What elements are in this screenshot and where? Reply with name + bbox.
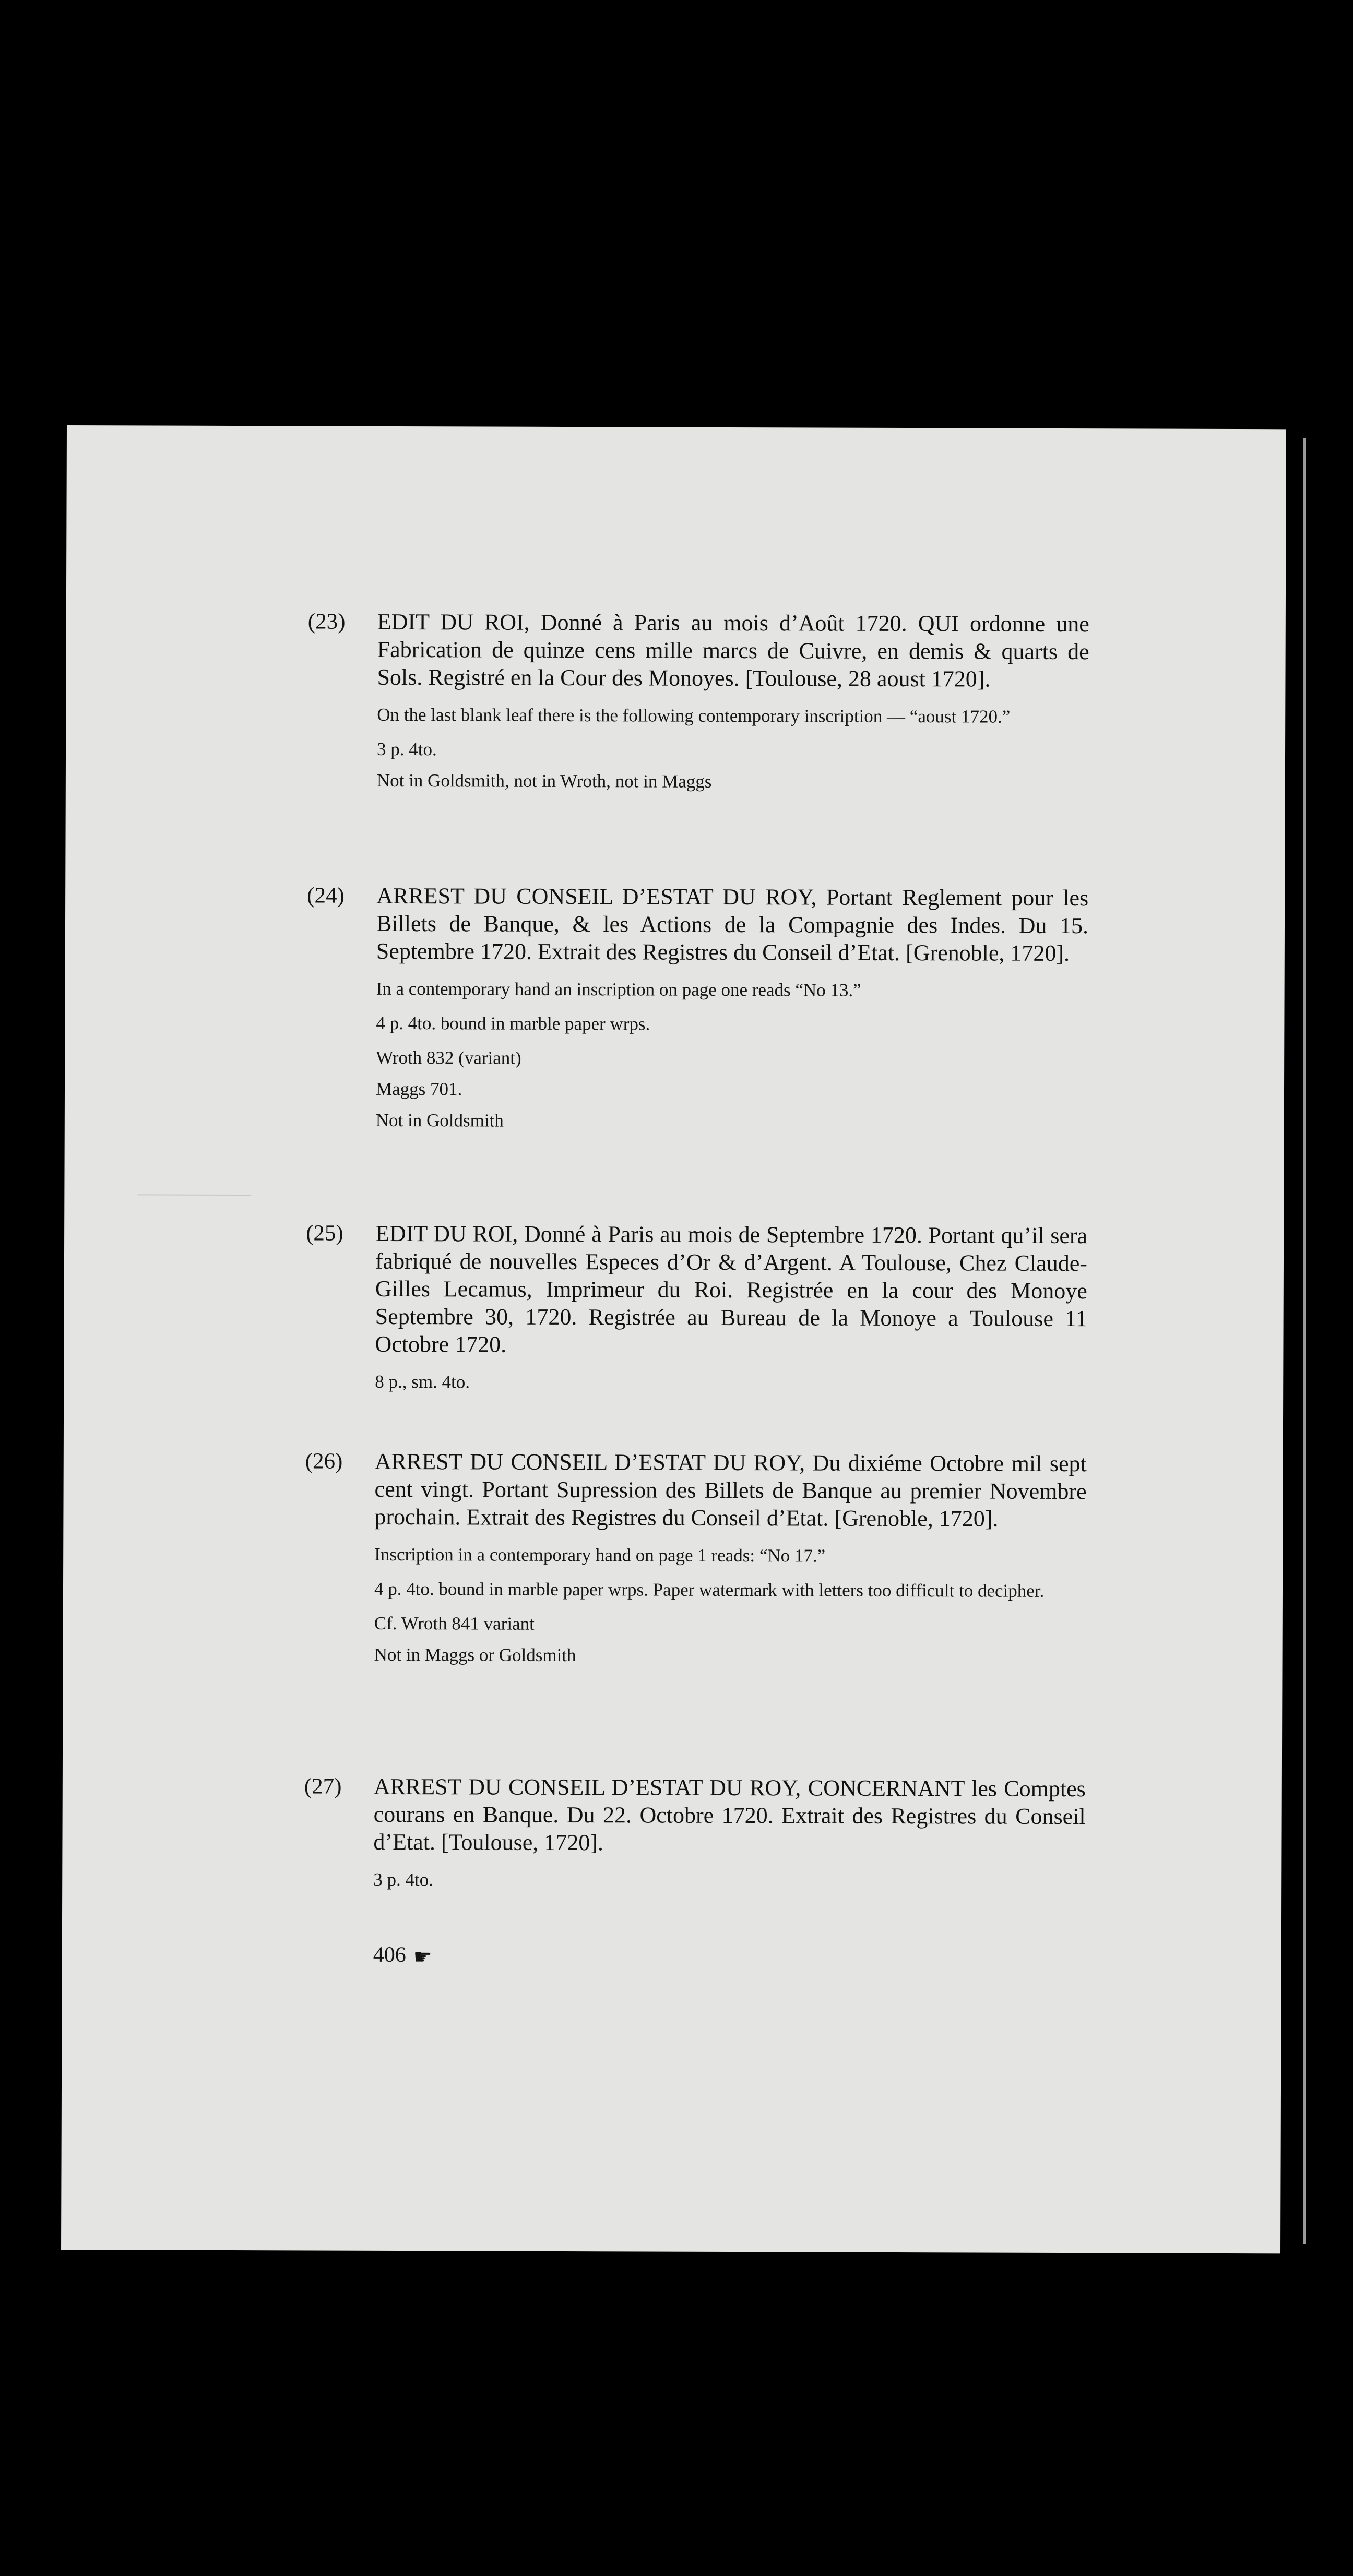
entry-note: 4 p. 4to. bound in marble paper wrps. — [376, 1012, 650, 1034]
entry-note: 8 p., sm. 4to. — [375, 1371, 470, 1392]
entry-note: Wroth 832 (variant) — [376, 1047, 521, 1068]
entry-number: (24) — [307, 883, 345, 908]
entry-title: ARREST DU CONSEIL D’ESTAT DU ROY, Portant Reglement pour les Billets de Banque, & les Actions de la Compagnie des Indes. Du 15. Septembre 1720. Extrait des Registres du Conseil d’Etat. [Grenoble, 1720]. — [376, 882, 1089, 967]
entry-title: ARREST DU CONSEIL D’ESTAT DU ROY, CONCERNANT les Comptes courans en Banque. Du 22. Octobre 1720. Extrait des Registres du Conseil d’Etat. [Toulouse, 1720]. — [373, 1773, 1086, 1856]
entry-body — [377, 608, 1089, 793]
entry-note: Inscription in a contemporary hand on page 1 reads: “No 17.” — [374, 1544, 826, 1566]
entry-number: (26) — [305, 1449, 343, 1474]
entry-body — [373, 1773, 1086, 1892]
entry-title: EDIT DU ROI, Donné à Paris au mois de Septembre 1720. Portant qu’il sera fabriqué de nouvelles Especes d’Or & d’Argent. A Toulouse, Chez Claude-Gilles Lecamus, Imprimeur du Roi. Registrée en la cour des Monoye Septembre 30, 1720. Registrée au Bureau de la Monoye a Toulouse 11 Octobre 1720. — [375, 1220, 1088, 1357]
entry-title: ARREST DU CONSEIL D’ESTAT DU ROY, Du dixiéme Octobre mil sept cent vingt. Portant Supression des Billets de Banque au premier Novembre prochain. Extrait des Registres du Conseil d’Etat. [Grenoble, 1720]. — [374, 1448, 1087, 1532]
entry-note: Maggs 701. — [375, 1078, 462, 1100]
entry-note: 3 p. 4to. — [373, 1869, 434, 1890]
catalog-entry-27 — [63, 1772, 1282, 1890]
entry-note: 4 p. 4to. bound in marble paper wrps. Paper watermark with letters too difficult to decipher. — [374, 1578, 1045, 1601]
page-edge-shadow — [1303, 438, 1306, 2244]
entry-note: Cf. Wroth 841 variant — [374, 1613, 535, 1634]
catalog-entry-25 — [64, 1219, 1284, 1392]
entry-body — [375, 1220, 1087, 1394]
page-number: 406 — [373, 1942, 406, 1967]
entry-note: 3 p. 4to. — [376, 738, 437, 760]
catalog-entry-24 — [65, 881, 1285, 1131]
entry-note: Not in Goldsmith, not in Wroth, not in Maggs — [376, 770, 712, 792]
catalog-entry-26 — [64, 1447, 1283, 1666]
entry-title: EDIT DU ROI, Donné à Paris au mois d’Août 1720. QUI ordonne une Fabrication de quinze cens mille marcs de Cuivre, en demis & quarts de Sols. Registré en la Cour des Monoyes. [Toulouse, 28 aoust 1720]. — [377, 609, 1089, 692]
entry-note: Not in Maggs or Goldsmith — [374, 1644, 576, 1666]
entry-number: (25) — [306, 1221, 343, 1246]
entry-body — [376, 882, 1088, 1133]
entry-number: (27) — [304, 1774, 342, 1799]
entry-number: (23) — [307, 609, 346, 634]
entry-note: Not in Goldsmith — [375, 1110, 504, 1131]
catalog-entry-23 — [66, 607, 1286, 792]
document-page — [61, 425, 1286, 2253]
pointing-hand-icon: ☛ — [413, 1945, 432, 1969]
entry-body — [374, 1448, 1087, 1667]
entry-note: On the last blank leaf there is the following contemporary inscription — “aoust 1720.” — [377, 704, 1011, 727]
stray-mark — [137, 1194, 251, 1196]
entry-note: In a contemporary hand an inscription on page one reads “No 13.” — [376, 978, 861, 1000]
page-number-footer — [373, 1942, 432, 1969]
